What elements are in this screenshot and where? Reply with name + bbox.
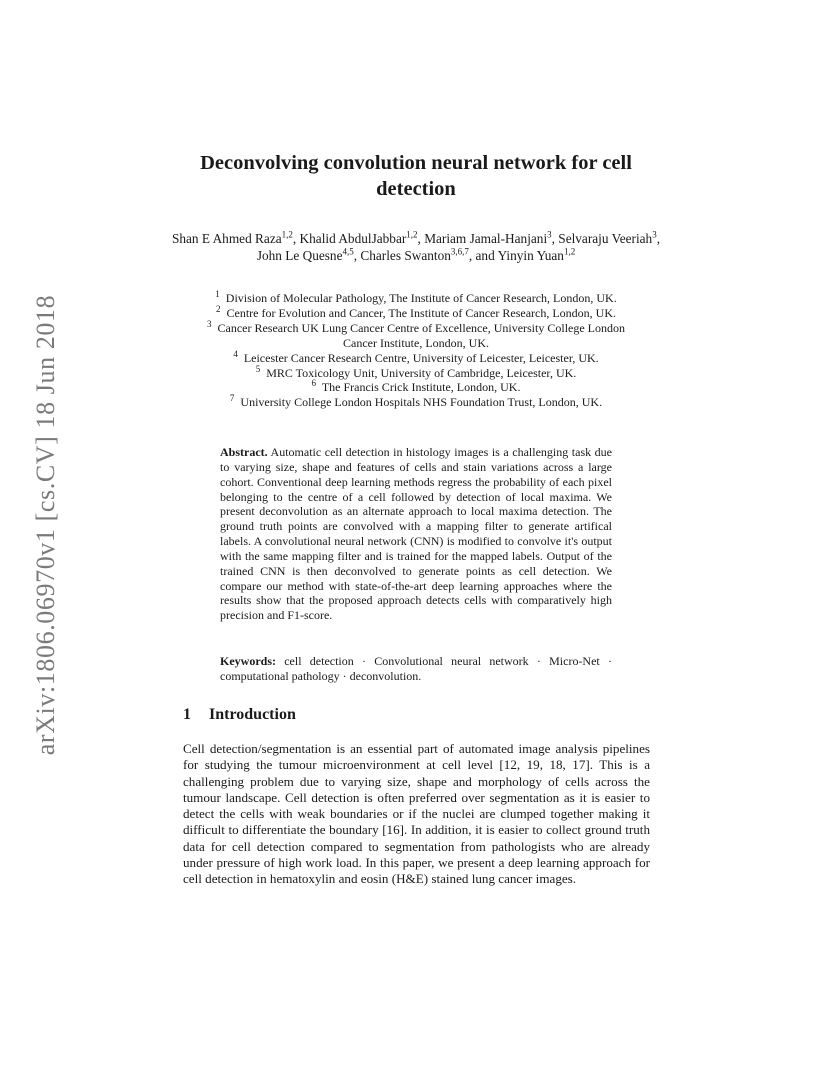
affiliation: $^6$ The Francis Crick Institute, London, UK. [311,378,521,395]
section-title: Introduction [209,706,296,723]
author: Selvaraju Veeriah$^3$, [558,229,661,246]
keywords-label: Keywords: [220,654,276,668]
abstract-label: Abstract. [220,445,268,459]
affiliation: Cancer Institute, London, UK. [343,335,489,350]
affiliation: $^1$ Division of Molecular Pathology, The Institute of Cancer Research, London, UK. [215,289,617,305]
affiliation: $^2$ Centre for Evolution and Cancer, The Institute of Cancer Research, London, UK. [215,303,616,320]
author-list [160,230,672,264]
keywords [220,654,612,684]
abstract [220,445,612,623]
affiliations [150,291,682,410]
affiliation: $^3$ Cancer Research UK Lung Cancer Centre of Excellence, University College London [206,318,626,335]
keywords-text: cell detection · Convolutional neural network · Micro-Net · computational pathology · deconvolution. [220,654,612,683]
author: Khalid AbdulJabbar$^{1,2}$, [299,229,425,246]
author: Charles Swanton$^{3,6,7}$, and [360,246,498,263]
author: Yinyin Yuan$^{1,2}$ [497,246,576,263]
affiliation: $^5$ MRC Toxicology Unit, University of Cambridge, Leicester, UK. [255,363,577,380]
section-number: 1 [183,706,191,723]
paper-title: Deconvolving convolution neural network for cell detection [200,152,632,200]
abstract-text: Automatic cell detection in histology images is a challenging task due to varying size, shape and features of cells and stain variations across a large cohort. Conventional deep learning methods regress the probability of each pixel belonging to the centre of a cell followed by detection of local maxima. We present deconvolution as an alternate approach to local maxima detection. The ground truth points are convolved with a mapping filter to generate artifical labels. A convolutional neural network (CNN) is modified to convolve it's output with the same mapping filter and is trained for the mapped labels. Output of the trained CNN is then deconvolved to generate points as cell detection. We compare our method with state-of-the-art deep learning approaches where the results show that the proposed approach detects cells with comparatively high precision and F1-score. [220,445,612,623]
affiliation: $^4$ Leicester Cancer Research Centre, University of Leicester, Leicester, UK. [233,348,599,365]
author: John Le Quesne$^{4,5}$, [256,246,361,263]
affiliation: $^7$ University College London Hospitals NHS Foundation Trust, London, UK. [229,393,603,410]
intro-paragraph: Cell detection/segmentation is an essential part of automated image analysis pipelines for studying the tumour microenvironment at cell level [12, 19, 18, 17]. This is a challenging problem due to varying size, shape and morphology of cells across the tumour landscape. Cell detection is often preferred over segmentation as it is easier to detect the cells with weak boundaries or if the nuclei are clumped together making it difficult to differentiate the boundary [16]. In addition, it is easier to collect ground truth data for cell detection compared to segmentation from pathologists who are already under pressure of high work load. In this paper, we present a deep learning approach for cell detection in hematoxylin and eosin (H&E) stained lung cancer images. [183,741,650,886]
section-heading [183,706,296,724]
author: Mariam Jamal-Hanjani$^3$, [424,229,559,246]
arxiv-identifier-text: arXiv:1806.06970v1 [cs.CV] 18 Jun 2018 [31,294,60,756]
author: Shan E Ahmed Raza$^{1,2}$, [171,229,300,246]
